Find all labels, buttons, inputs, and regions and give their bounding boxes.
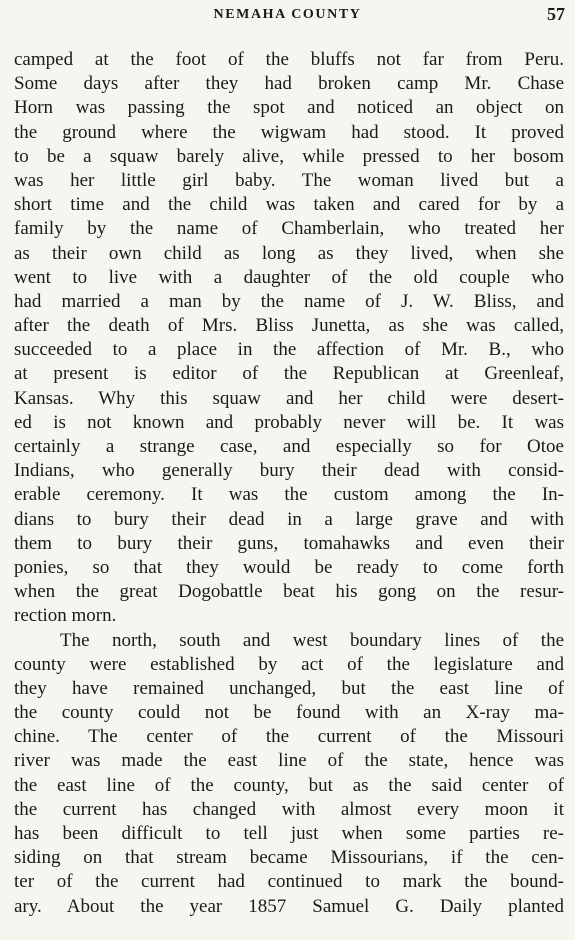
text-line: went to live with a daughter of the old couple who <box>14 266 564 288</box>
text-line: as their own child as long as they lived, when she <box>14 242 564 264</box>
text-line: chine. The center of the current of the Missouri <box>14 726 564 748</box>
text-line: siding on that stream became Missourians, if the cen- <box>14 847 564 869</box>
text-line: ed is not known and probably never will be. It was <box>14 411 564 433</box>
body-text <box>14 48 564 919</box>
text-line: had married a man by the name of J. W. Bliss, and <box>14 290 564 312</box>
text-line: Kansas. Why this squaw and her child were desert- <box>14 387 564 409</box>
text-line: short time and the child was taken and cared for by a <box>14 194 564 216</box>
text-line: the ground where the wigwam had stood. It proved <box>14 121 564 143</box>
paragraph-1 <box>14 48 564 629</box>
text-line: certainly a strange case, and especially so for Otoe <box>14 436 564 457</box>
text-line: the county could not be found with an X-ray ma- <box>14 702 564 724</box>
text-line: to be a squaw barely alive, while pressed to her bosom <box>14 145 564 167</box>
text-line: ary. About the year 1857 Samuel G. Daily planted <box>14 895 564 917</box>
page-number: 57 <box>547 4 565 24</box>
text-line: Some days after they had broken camp Mr. Chase <box>14 73 564 95</box>
text-line: the current has changed with almost every moon it <box>14 798 564 820</box>
text-line: rection morn. <box>14 605 117 627</box>
text-line: Indians, who generally bury their dead with consid- <box>14 460 564 482</box>
text-line: family by the name of Chamberlain, who treated her <box>14 218 564 240</box>
text-line: them to bury their guns, tomahawks and even their <box>14 532 564 554</box>
text-line: after the death of Mrs. Bliss Junetta, as she was called, <box>14 315 564 337</box>
text-line: they have remained unchanged, but the east line of <box>14 677 564 699</box>
running-title: NEMAHA COUNTY <box>213 7 362 22</box>
text-line: has been difficult to tell just when some parties re- <box>14 823 564 844</box>
text-line: Horn was passing the spot and noticed an object on <box>14 97 564 119</box>
text-line: erable ceremony. It was the custom among the In- <box>14 484 564 506</box>
text-line: ponies, so that they would be ready to come forth <box>14 556 564 578</box>
text-line: dians to bury their dead in a large grave and with <box>14 508 564 530</box>
text-line: when the great Dogobattle beat his gong on the resur- <box>14 581 564 603</box>
text-line: at present is editor of the Republican at Greenleaf, <box>14 363 564 385</box>
text-line: The north, south and west boundary lines of the <box>60 629 564 651</box>
text-line: the east line of the county, but as the said center of <box>14 774 564 796</box>
text-line: camped at the foot of the bluffs not far from Peru. <box>14 49 564 70</box>
text-line: ter of the current had continued to mark the bound- <box>14 871 564 893</box>
text-line: river was made the east line of the state, hence was <box>14 750 564 772</box>
text-line: county were established by act of the legislature and <box>14 653 564 675</box>
text-line: was her little girl baby. The woman lived but a <box>14 169 564 191</box>
paragraph-2 <box>14 629 564 919</box>
text-line: succeeded to a place in the affection of Mr. B., who <box>14 339 564 361</box>
